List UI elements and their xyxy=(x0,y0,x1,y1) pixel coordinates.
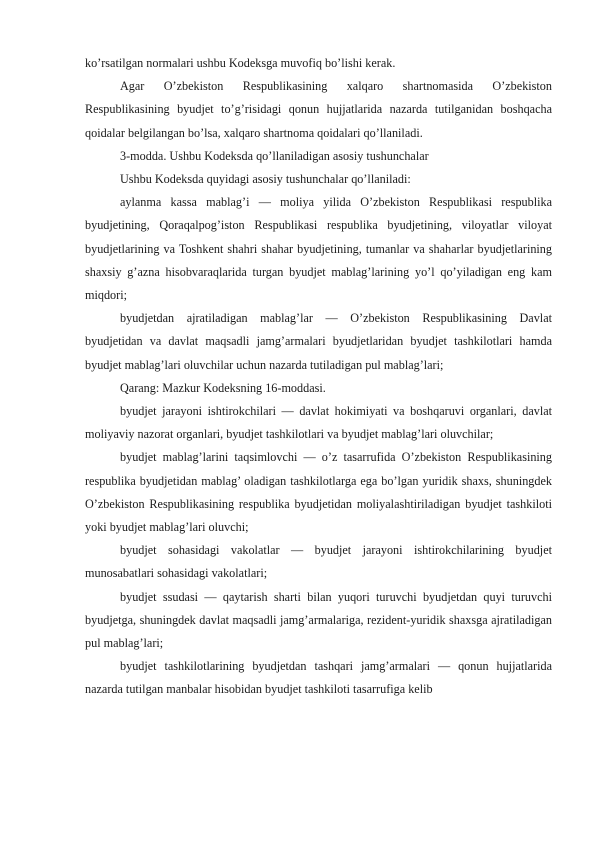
cross-reference-note: Qarang: Mazkur Kodeksning 16-moddasi. xyxy=(120,380,326,395)
definition-paragraph: byudjet tashkilotlarining byudjetdan tashqari jamg’armalari — qonun hujjatlarida nazarda tutilgan manbalar hisobidan byudjet tashkiloti tasarrufiga kelib xyxy=(85,659,552,697)
paragraph: ko’rsatilgan normalari ushbu Kodeksga muvofiq bo’lishi kerak. xyxy=(85,56,396,70)
definition-paragraph: byudjet jarayoni ishtirokchilari — davlat hokimiyati va boshqaruvi organlari, davlat moliyaviy nazorat organlari, byudjet tashkilotlari va byudjet mablag’lari oluvchilar; xyxy=(85,404,552,442)
definition-paragraph: byudjet mablag’larini taqsimlovchi — o’z tasarrufida O’zbekiston Respublikasining respublika byudjetidan mablag’ oladigan tashkilotlarga ega bo’lgan yuridik shaxs, shuningdek O’zbekiston Respublikasining respublika byudjetidan moliyalashtiriladigan byudjet tashkiloti yoki byudjet mablag’lari oluvchi; xyxy=(85,450,552,535)
definition-paragraph: byudjet sohasidagi vakolatlar — byudjet jarayoni ishtirokchilarining byudjet munosabatlari sohasidagi vakolatlari; xyxy=(85,543,552,581)
definition-paragraph: aylanma kassa mablag’i — moliya yilida O’zbekiston Respublikasi respublika byudjetining, Qoraqalpog’iston Respublikasi respublika byudjetining, viloyatlar viloyat byudjetlarining va Toshkent shahri shahar byudjetining, tumanlar va shaharlar byudjetlarining shaxsiy g’azna hisobvaraqlarida turgan byudjet mablag’larining yo’l qo’yiladigan eng kam miqdori; xyxy=(85,195,552,303)
definition-paragraph: byudjet ssudasi — qaytarish sharti bilan yuqori turuvchi byudjetdan quyi turuvchi byudjetga, shuningdek davlat maqsadli jamg’armalariga, rezident-yuridik shaxsga ajratiladigan pul mablag’lari; xyxy=(85,589,552,651)
paragraph: Ushbu Kodeksda quyidagi asosiy tushunchalar qo’llaniladi: xyxy=(120,172,411,187)
article-heading: 3-modda. Ushbu Kodeksda qo’llaniladigan asosiy tushunchalar xyxy=(120,148,429,163)
document-body xyxy=(85,52,552,702)
definition-paragraph: byudjetdan ajratiladigan mablag’lar — O’zbekiston Respublikasining Davlat byudjetidan va davlat maqsadli jamg’armalari byudjetlaridan byudjet tashkilotlari hamda byudjet mablag’lari oluvchilar uchun nazarda tutiladigan pul mablag’lari; xyxy=(85,311,552,372)
paragraph: Agar O’zbekiston Respublikasining xalqaro shartnomasida O’zbekiston Respublikasining byudjet to’g’risidagi qonun hujjatlarida nazarda tutilganidan boshqacha qoidalar belgilangan bo’lsa, xalqaro shartnoma qoidalari qo’llaniladi. xyxy=(85,79,552,140)
